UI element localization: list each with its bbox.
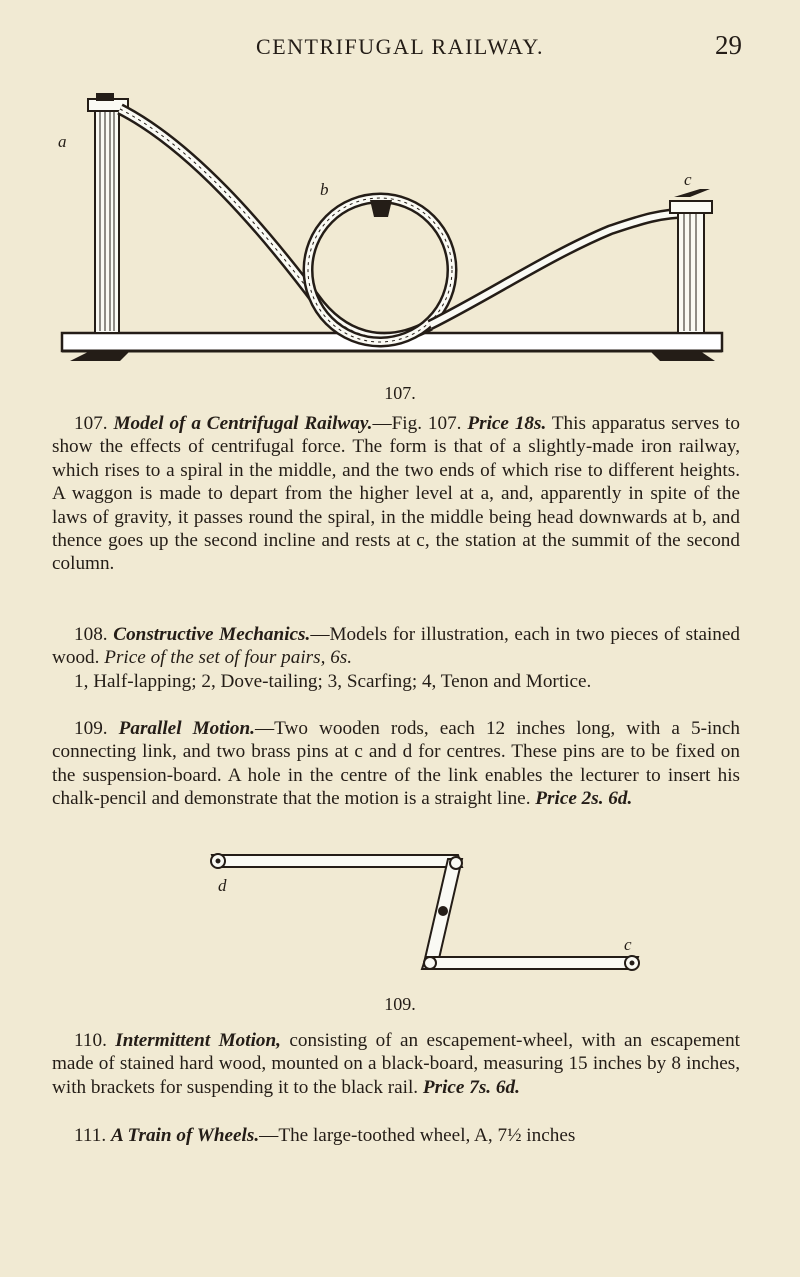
low-incline-track [430, 213, 690, 325]
para-108-price: Price of the set of four pairs, 6s. [104, 647, 353, 669]
para-107-fig-ref: Fig. 107. [391, 413, 462, 434]
para-109-dash: — [254, 718, 275, 739]
para-107-dash: — [372, 413, 392, 434]
label-a: a [58, 132, 67, 151]
label-c: c [684, 170, 692, 189]
figure-107-caption: 107. [384, 383, 416, 403]
para-108-body: Models for illustration, each in two pieces of stained wood. [52, 624, 740, 669]
paragraph-111 [52, 1124, 740, 1147]
paragraph-109 [52, 717, 740, 811]
top-rod [212, 855, 462, 867]
para-108-list: 1, Half-lapping; 2, Dove-tailing; 3, Scarfing; 4, Tenon and Mortice. [74, 670, 592, 692]
label-d: d [218, 876, 227, 895]
right-column [670, 189, 712, 333]
paragraph-107 [52, 412, 740, 576]
figure-109-caption: 109. [384, 994, 416, 1014]
para-111-heading: A Train of Wheels. [110, 1125, 260, 1146]
para-110-heading: Intermittent Motion, [115, 1030, 281, 1051]
para-107-price: Price 18s. [467, 413, 547, 434]
label-b: b [320, 180, 329, 199]
waggon [370, 200, 392, 217]
para-111-dash: — [259, 1125, 279, 1146]
para-111-number: 111. [74, 1125, 107, 1146]
bottom-rod [422, 957, 638, 969]
paragraph-108 [52, 623, 740, 693]
para-109-price: Price 2s. 6d. [535, 788, 633, 810]
figure-107-centrifugal-railway [50, 85, 750, 375]
para-107-heading: Model of a Centrifugal Railway. [113, 413, 373, 434]
running-header: CENTRIFUGAL RAILWAY. [256, 34, 544, 59]
para-107-number: 107. [74, 413, 108, 434]
para-108-number: 108. [74, 624, 108, 645]
para-109-body: Two wooden rods, each 12 inches long, with a 5-inch connecting link, and two brass pins at c and d for centres. These pins are to be fixed on the suspension-board. A hole in the centre of the link enables the lecturer to insert his chalk-pencil and demonstrate that the motion is a straight line. [52, 718, 741, 810]
label-c-109: c [624, 935, 632, 954]
para-109-number: 109. [74, 718, 108, 739]
para-107-body: This apparatus serves to show the effects of centrifugal force. The form is that of a slightly-made iron railway, which rises to a spiral in the middle, and the two ends of which rise to different heights. A waggon is made to depart from the higher level at a, and, apparently in spite of the laws of gravity, it passes round the spiral, in the middle being head downwards at b, and thence goes up the second incline and rests at c, the station at the summit of the second column. [52, 413, 740, 575]
para-109-heading: Parallel Motion. [118, 718, 255, 739]
left-column [88, 93, 128, 333]
paragraph-110 [52, 1029, 740, 1099]
link-centre-hole [438, 906, 448, 916]
page-number: 29 [715, 30, 742, 60]
figure-109-parallel-motion [200, 845, 640, 985]
para-110-number: 110. [74, 1030, 107, 1051]
para-110-body: consisting of an escapement-wheel, with an escapement made of stained hard wood, mounted on a black-board, measuring 15 inches by 8 inches, with brackets for suspending it to the black rail. [52, 1030, 741, 1098]
para-111-body: The large-toothed wheel, A, 7½ inches [278, 1125, 576, 1146]
para-110-price: Price 7s. 6d. [422, 1076, 520, 1098]
para-108-dash: — [310, 624, 330, 645]
para-108-heading: Constructive Mechanics. [113, 624, 311, 645]
